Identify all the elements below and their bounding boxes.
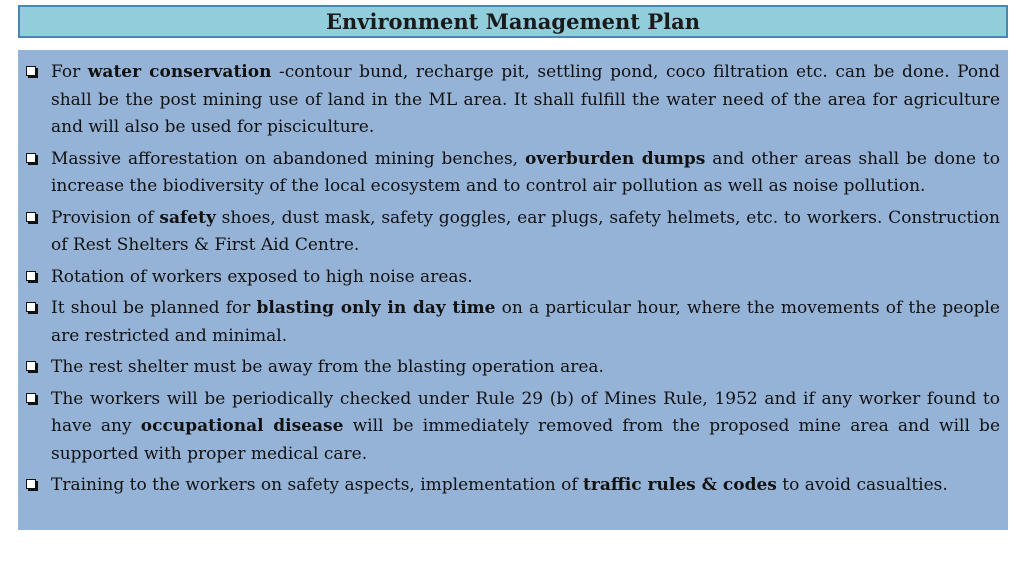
bullet-list-panel [18, 50, 1008, 530]
bullet-text: For [51, 62, 88, 82]
bullet-text: The rest shelter must be away from the blasting operation area. [51, 357, 604, 377]
bullet-text: to avoid casualties. [776, 475, 948, 495]
checkbox-bullet-icon [26, 479, 36, 489]
checkbox-bullet-icon [26, 361, 36, 371]
bullet-item-water-conservation [26, 59, 1000, 142]
bullet-bold-text: occupational disease [140, 416, 344, 436]
bullet-text: shoes, dust mask, safety goggles, ear plugs, safety helmets, etc. to workers. Construction of Rest Shelters & First Aid Centre. [51, 207, 1000, 255]
bullet-text: Provision of [51, 207, 160, 228]
bullet-text: Rotation of workers exposed to high noise areas. [51, 266, 473, 287]
bullet-text: Training to the workers on safety aspects, implementation of [51, 475, 584, 495]
bullet-text: The workers will be periodically checked under Rule 29 (b) of Mines Rule, 1952 and if any worker found to have any [51, 388, 1000, 436]
checkbox-bullet-icon [26, 212, 36, 222]
checkbox-bullet-icon [26, 153, 36, 163]
bullet-item-worker-rotation [26, 264, 1000, 292]
bullet-item-safety-provision [26, 205, 1000, 260]
bullet-text: Massive afforestation on abandoned mining benches, [51, 148, 525, 169]
bullet-bold-text: overburden dumps [525, 148, 706, 169]
bullet-text: -contour bund, recharge pit, settling pond, coco filtration etc. can be done. Pond shall be the post mining use of land in the ML area. It shall fulfill the water need of the area for agriculture and will also be used for pisciculture. [51, 62, 1000, 137]
checkbox-bullet-icon [26, 271, 36, 281]
checkbox-bullet-icon [26, 302, 36, 312]
bullet-bold-text: traffic rules & codes [583, 475, 777, 495]
bullet-item-health-checks [26, 386, 1000, 469]
bullet-text: and other areas shall be done to increase the biodiversity of the local ecosystem and to control air pollution as well as noise pollution. [51, 148, 1000, 196]
title-banner [18, 5, 1008, 38]
bullet-item-training [26, 472, 1000, 500]
checkbox-bullet-icon [26, 66, 36, 76]
bullet-text: on a particular hour, where the movements of the people are restricted and minimal. [51, 298, 1000, 346]
bullet-text: It shoul be planned for [51, 298, 257, 318]
bullet-item-blasting-time [26, 295, 1000, 350]
bullet-bold-text: water conservation [87, 62, 272, 82]
slide-title: Environment Management Plan [326, 9, 700, 34]
bullet-bold-text: blasting only in day time [256, 298, 496, 318]
bullet-item-afforestation [26, 146, 1000, 201]
checkbox-bullet-icon [26, 393, 36, 403]
bullet-text: will be immediately removed from the proposed mine area and will be supported with proper medical care. [51, 416, 1000, 464]
bullet-bold-text: safety [159, 207, 216, 228]
bullet-item-rest-shelter [26, 354, 1000, 382]
